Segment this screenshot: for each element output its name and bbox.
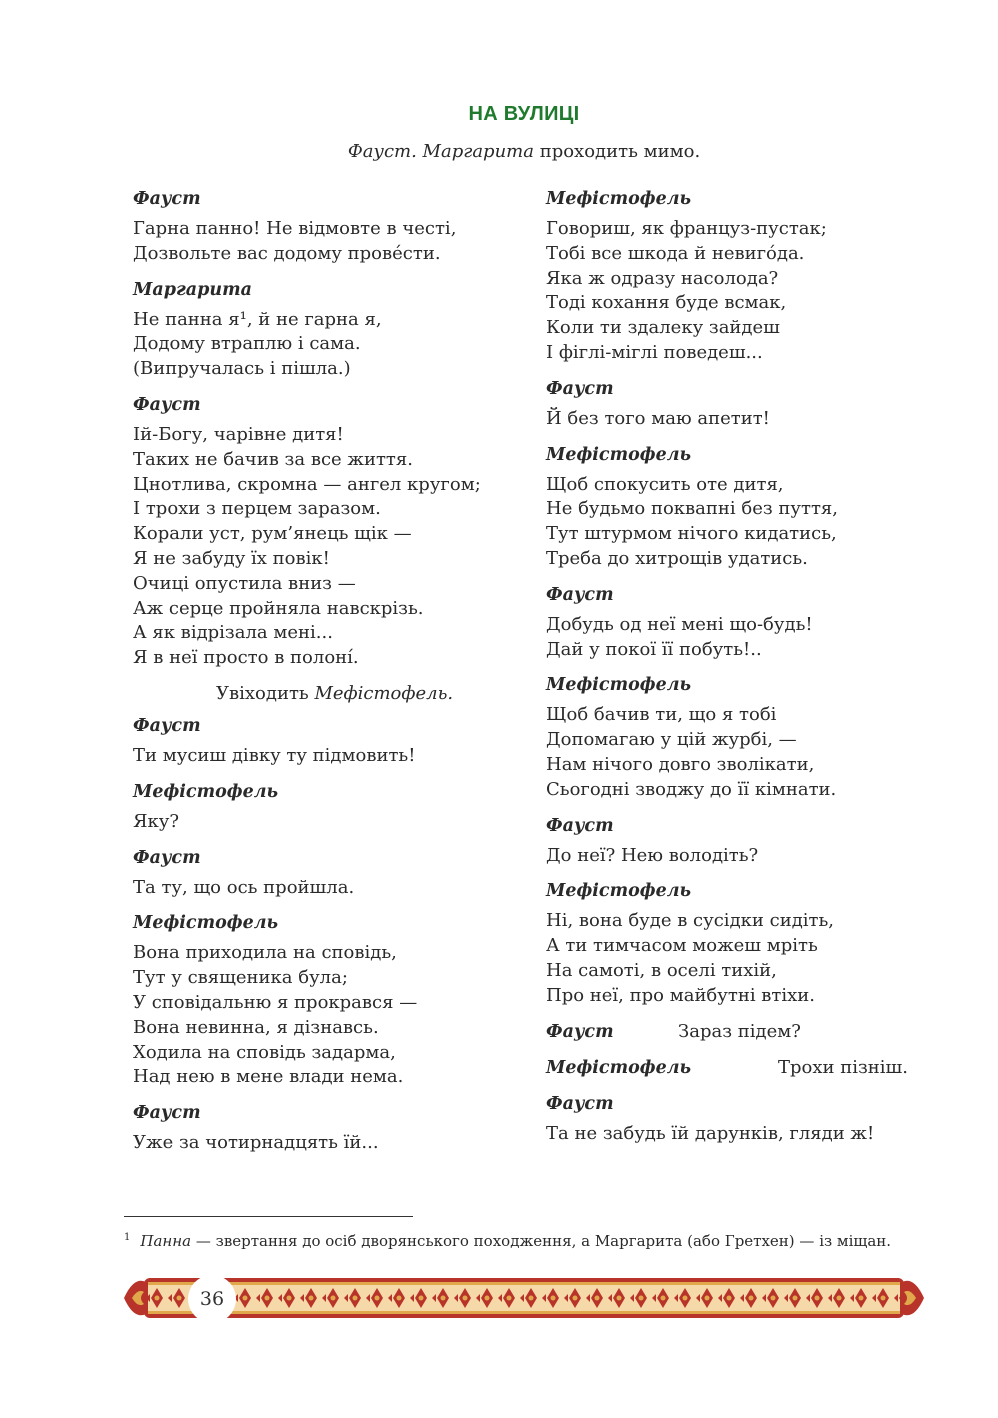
verse-line: Щоб спокусить оте дитя, xyxy=(546,473,784,495)
speaker-name: Мефістофель xyxy=(133,781,279,802)
speaker-name: Мефістофель xyxy=(133,913,279,934)
speech-block xyxy=(133,1131,523,1156)
footnote xyxy=(124,1228,891,1251)
verse-line: Гарна панно! Не відмовте в честі, xyxy=(133,218,457,239)
speech-block xyxy=(546,217,946,366)
right-column xyxy=(546,187,946,1157)
verse-line: (Випручалась і пішла.) xyxy=(133,358,351,380)
verse-line: Таких не бачив за все життя. xyxy=(133,448,413,470)
verse-line: Корали уст, рум’янець щік — xyxy=(133,523,412,545)
verse-line: Ні, вона буде в сусідки сидіть, xyxy=(546,910,835,932)
footnote-term: Панна xyxy=(140,1232,192,1250)
verse-line: Уже за чотирнадцять їй... xyxy=(133,1132,379,1154)
verse-line: Цнотлива, скромна — ангел кругом; xyxy=(133,473,481,495)
left-column xyxy=(133,187,523,1167)
verse-line: Вона приходила на сповідь, xyxy=(133,942,397,964)
speech-block xyxy=(133,423,523,671)
verse-line: Про неї, про майбутні втіхи. xyxy=(546,984,816,1006)
speaker-name: Фауст xyxy=(133,394,201,415)
verse-line: А як відрізала мені... xyxy=(133,622,333,644)
speaker-name: Мефістофель xyxy=(546,675,692,696)
footnote-divider xyxy=(124,1216,413,1217)
speech-block xyxy=(133,217,523,267)
speaker-name: Фауст xyxy=(546,378,614,399)
stage-direction-character: Мефістофель. xyxy=(314,682,454,704)
speaker-name: Фауст xyxy=(546,1021,614,1042)
speaker-name: Фауст xyxy=(133,189,201,209)
speech-block xyxy=(133,941,523,1090)
verse-line: Аж серце пройняла навскрізь. xyxy=(133,597,424,619)
verse-line: Додому втраплю і сама. xyxy=(133,333,361,355)
speaker-name: Мефістофель xyxy=(546,189,692,209)
speaker-name: Фауст xyxy=(546,815,614,836)
ornamental-border xyxy=(124,1274,924,1322)
verse-line: Дозвольте вас додому прове́сти. xyxy=(133,242,441,264)
verse-line: Яка ж одразу насолода? xyxy=(546,267,779,289)
verse-line: Тут штурмом нічого кидатись, xyxy=(546,523,837,545)
speech-block xyxy=(133,876,523,901)
speech-block xyxy=(546,473,946,572)
verse-line: І трохи з перцем заразом. xyxy=(133,498,381,520)
speaker-name: Фауст xyxy=(546,1093,614,1114)
verse-line: Говориш, як француз-пустак; xyxy=(546,218,827,239)
verse-line: Добудь од неї мені що-будь! xyxy=(546,613,813,635)
speech-block xyxy=(546,844,946,869)
speech-block xyxy=(546,407,946,432)
speech-block xyxy=(133,744,523,769)
verse-line: Сьогодні зводжу до її кімнати. xyxy=(546,778,837,800)
verse-line: Яку? xyxy=(133,810,180,832)
stage-subtitle xyxy=(0,141,998,162)
verse-line: Треба до хитрощів удатись. xyxy=(546,547,808,569)
speaker-name: Фауст xyxy=(133,1103,201,1124)
verse-line: Над нею в мене влади нема. xyxy=(133,1066,404,1088)
verse-line: Нам нічого довго зволікати, xyxy=(546,753,815,775)
speaker-name: Мефістофель xyxy=(546,444,692,465)
speech-block xyxy=(546,909,946,1008)
speech-block xyxy=(546,703,946,802)
page-number: 36 xyxy=(188,1275,236,1323)
inline-exchange xyxy=(546,1020,946,1044)
section-title: НА ВУЛИЦІ xyxy=(468,103,580,125)
footnote-text: — звертання до осіб дворянського походження, а Маргарита (або Гретхен) — із міщан. xyxy=(191,1232,892,1250)
verse-line: Тобі все шкода й невиго́да. xyxy=(546,242,805,264)
verse-line: У сповідальню я прокрався — xyxy=(133,991,418,1013)
speaker-name: Фауст xyxy=(133,715,201,736)
speaker-name: Маргарита xyxy=(133,279,252,300)
verse-line: Коли ти здалеку зайдеш xyxy=(546,317,780,339)
verse-line: Та ту, що ось пройшла. xyxy=(133,876,355,898)
subtitle-action: проходить мимо. xyxy=(539,141,701,162)
verse-line: Ій-Богу, чарівне дитя! xyxy=(133,423,344,445)
speech-block xyxy=(546,613,946,663)
speaker-name: Фауст xyxy=(546,584,614,605)
verse-line: Ти мусиш дівку ту підмовить! xyxy=(133,744,416,766)
inline-exchange xyxy=(546,1056,946,1080)
verse-line: Ходила на сповідь задарма, xyxy=(133,1041,396,1063)
speech-block xyxy=(133,810,523,835)
speaker-name: Мефістофель xyxy=(546,881,692,902)
verse-line: Не панна я¹, й не гарна я, xyxy=(133,308,382,330)
speech-block xyxy=(133,308,523,382)
verse-line: А ти тимчасом можеш мріть xyxy=(546,935,818,957)
inline-reply: Зараз підем? xyxy=(678,1020,801,1042)
verse-line: Тут у священика була; xyxy=(133,967,348,989)
verse-line: І фіглі-міглі поведеш... xyxy=(546,341,763,363)
verse-line: Не будьмо поквапні без пуття, xyxy=(546,498,838,520)
verse-line: Я в неї просто в полоні́. xyxy=(133,647,359,669)
verse-line: Допомагаю у цій журбі, — xyxy=(546,729,797,751)
verse-line: Та не забудь їй дарунків, гляди ж! xyxy=(546,1122,875,1144)
subtitle-characters: Фауст. Маргарита xyxy=(347,141,534,162)
verse-line: Я не забуду їх повік! xyxy=(133,547,330,569)
stage-direction-text: Увіходить xyxy=(216,682,309,704)
speaker-name: Мефістофель xyxy=(546,1057,692,1078)
footnote-marker: 1 xyxy=(124,1232,131,1243)
verse-line: До неї? Нею володіть? xyxy=(546,844,759,866)
verse-line: На самоті, в оселі тихій, xyxy=(546,959,777,981)
speech-block xyxy=(546,1122,946,1147)
verse-line: Й без того маю апетит! xyxy=(546,407,770,429)
verse-line: Тоді кохання буде всмак, xyxy=(546,292,787,314)
verse-line: Дай у покої її побуть!.. xyxy=(546,638,762,660)
stage-direction xyxy=(133,682,523,706)
inline-reply: Трохи пізніш. xyxy=(778,1056,909,1078)
verse-line: Щоб бачив ти, що я тобі xyxy=(546,704,777,726)
verse-line: Очиці опустила вниз — xyxy=(133,572,356,594)
verse-line: Вона невинна, я дізнавсь. xyxy=(133,1016,379,1038)
speaker-name: Фауст xyxy=(133,847,201,868)
